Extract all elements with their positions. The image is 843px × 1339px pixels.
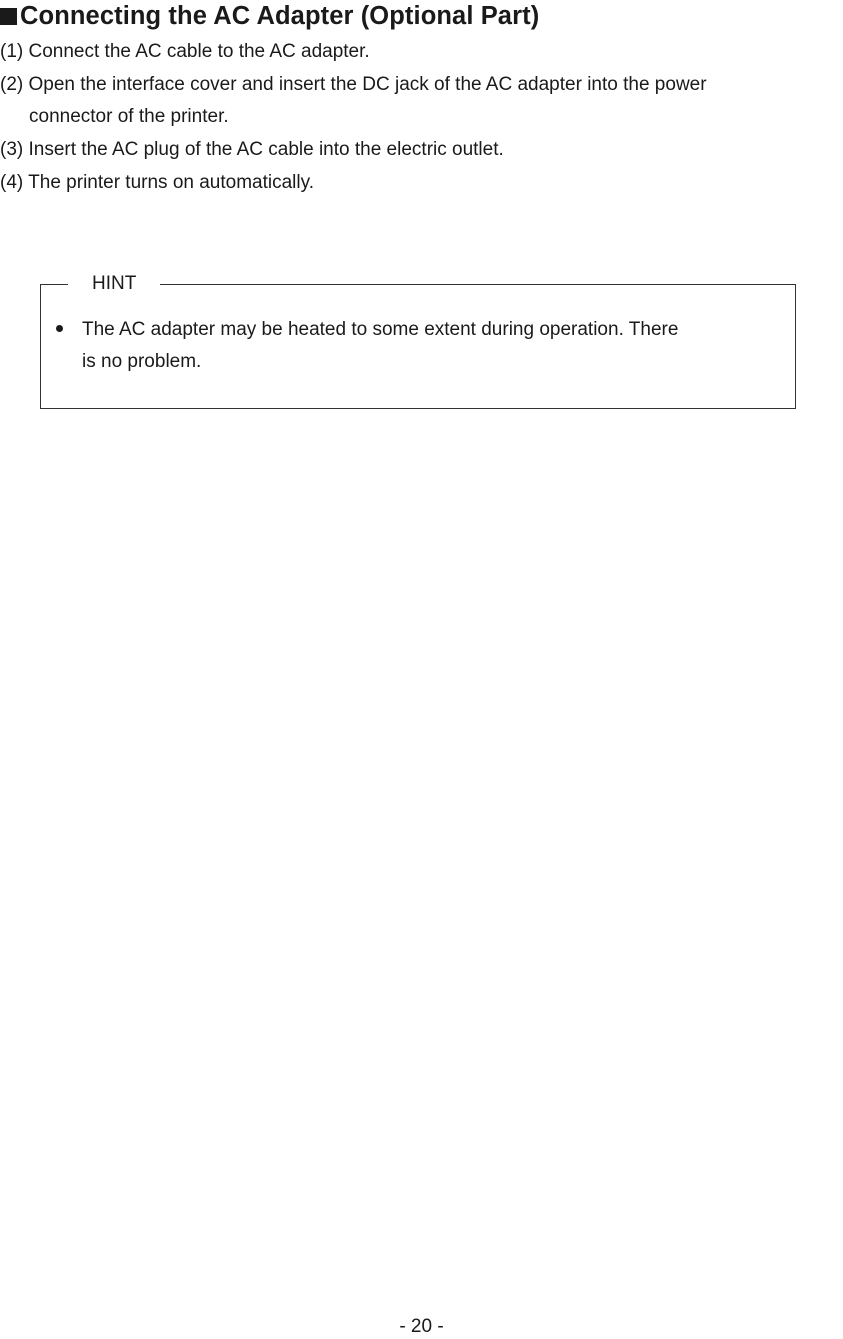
black-square-icon — [0, 8, 17, 25]
step-3: (3) Insert the AC plug of the AC cable into the electric outlet. — [0, 139, 504, 160]
bullet-dot-icon — [56, 325, 63, 332]
step-2: (2) Open the interface cover and insert the DC jack of the AC adapter into the power — [0, 74, 707, 95]
hint-text-line-2: is no problem. — [82, 351, 202, 372]
step-1: (1) Connect the AC cable to the AC adapter. — [0, 41, 370, 62]
section-title: Connecting the AC Adapter (Optional Part) — [20, 1, 540, 30]
hint-text-line-1: The AC adapter may be heated to some extent during operation. There — [82, 319, 679, 340]
page-number: - 20 - — [399, 1316, 444, 1337]
section-heading — [0, 0, 539, 32]
hint-label: HINT — [68, 271, 160, 297]
step-2-continuation: connector of the printer. — [29, 106, 229, 127]
step-4: (4) The printer turns on automatically. — [0, 172, 314, 193]
